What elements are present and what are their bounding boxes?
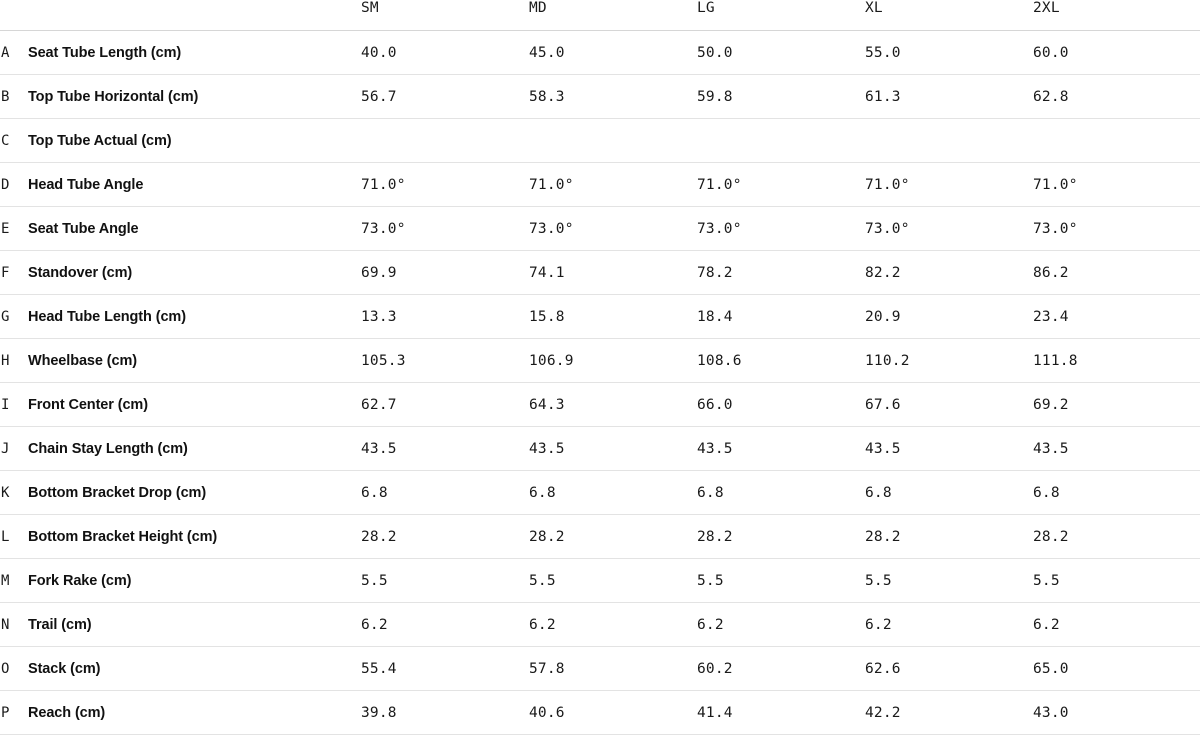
row-value-xl: 67.6 <box>865 396 901 413</box>
table-header <box>0 0 1200 31</box>
row-label: Top Tube Horizontal (cm) <box>28 88 199 105</box>
row-value-xl: 73.0° <box>865 220 910 237</box>
row-value-xl <box>865 119 1033 163</box>
row-value-xl: 6.8 <box>865 484 892 501</box>
row-label: Stack (cm) <box>28 660 101 677</box>
row-letter: M <box>1 572 10 589</box>
table-row <box>0 339 1200 383</box>
row-label: Fork Rake (cm) <box>28 572 132 589</box>
row-value-sm: 28.2 <box>361 528 397 545</box>
row-label: Seat Tube Length (cm) <box>28 44 182 61</box>
table-row <box>0 251 1200 295</box>
row-label: Head Tube Length (cm) <box>28 308 186 325</box>
row-value-2xl: 23.4 <box>1033 308 1069 325</box>
header-size-sm: SM <box>361 0 379 16</box>
row-value-md: 64.3 <box>529 396 565 413</box>
row-value-md: 6.8 <box>529 484 556 501</box>
row-value-lg: 28.2 <box>697 528 733 545</box>
row-label: Chain Stay Length (cm) <box>28 440 188 457</box>
row-label: Reach (cm) <box>28 704 106 721</box>
row-value-2xl: 60.0 <box>1033 44 1069 61</box>
row-value-2xl: 43.5 <box>1033 440 1069 457</box>
table-row <box>0 647 1200 691</box>
row-value-lg: 78.2 <box>697 264 733 281</box>
row-value-sm: 71.0° <box>361 176 406 193</box>
row-value-md: 6.2 <box>529 616 556 633</box>
table-body <box>0 31 1200 735</box>
row-value-sm: 39.8 <box>361 704 397 721</box>
row-value-2xl: 71.0° <box>1033 176 1078 193</box>
row-value-xl: 20.9 <box>865 308 901 325</box>
row-value-md: 106.9 <box>529 352 574 369</box>
table-row <box>0 691 1200 735</box>
row-label: Standover (cm) <box>28 264 133 281</box>
row-letter: F <box>1 264 10 281</box>
row-value-md: 15.8 <box>529 308 565 325</box>
row-value-2xl: 6.8 <box>1033 484 1060 501</box>
row-value-lg: 18.4 <box>697 308 733 325</box>
row-value-lg: 5.5 <box>697 572 724 589</box>
row-label: Top Tube Actual (cm) <box>28 132 172 149</box>
row-value-md: 45.0 <box>529 44 565 61</box>
row-value-md: 57.8 <box>529 660 565 677</box>
header-size-xl: XL <box>865 0 883 16</box>
row-value-lg: 6.2 <box>697 616 724 633</box>
row-label: Front Center (cm) <box>28 396 148 413</box>
row-value-lg <box>697 119 865 163</box>
row-value-sm: 6.8 <box>361 484 388 501</box>
row-value-sm: 40.0 <box>361 44 397 61</box>
row-letter: O <box>1 660 10 677</box>
row-letter: L <box>1 528 10 545</box>
table-row <box>0 31 1200 75</box>
row-value-sm: 43.5 <box>361 440 397 457</box>
row-value-xl: 6.2 <box>865 616 892 633</box>
row-value-lg: 43.5 <box>697 440 733 457</box>
row-letter: G <box>1 308 10 325</box>
table-row <box>0 295 1200 339</box>
row-letter: K <box>1 484 10 501</box>
row-letter: P <box>1 704 10 721</box>
row-letter: B <box>1 88 10 105</box>
row-value-md: 28.2 <box>529 528 565 545</box>
row-value-xl: 71.0° <box>865 176 910 193</box>
row-value-2xl: 5.5 <box>1033 572 1060 589</box>
row-value-lg: 50.0 <box>697 44 733 61</box>
table-row <box>0 163 1200 207</box>
row-letter: J <box>1 440 10 457</box>
row-value-xl: 55.0 <box>865 44 901 61</box>
table-row <box>0 383 1200 427</box>
table-row <box>0 119 1200 163</box>
row-value-sm: 56.7 <box>361 88 397 105</box>
row-value-lg: 59.8 <box>697 88 733 105</box>
row-value-sm: 69.9 <box>361 264 397 281</box>
row-value-xl: 43.5 <box>865 440 901 457</box>
row-value-2xl: 111.8 <box>1033 352 1078 369</box>
row-value-md: 5.5 <box>529 572 556 589</box>
row-value-lg: 73.0° <box>697 220 742 237</box>
header-size-2xl: 2XL <box>1033 0 1060 16</box>
row-value-md: 58.3 <box>529 88 565 105</box>
row-value-2xl: 86.2 <box>1033 264 1069 281</box>
row-value-xl: 42.2 <box>865 704 901 721</box>
header-size-lg: LG <box>697 0 715 16</box>
row-value-2xl: 65.0 <box>1033 660 1069 677</box>
row-value-2xl: 73.0° <box>1033 220 1078 237</box>
row-value-2xl: 69.2 <box>1033 396 1069 413</box>
table-row <box>0 603 1200 647</box>
row-letter: H <box>1 352 10 369</box>
row-value-sm: 13.3 <box>361 308 397 325</box>
row-value-xl: 82.2 <box>865 264 901 281</box>
row-value-lg: 60.2 <box>697 660 733 677</box>
table-row <box>0 515 1200 559</box>
row-label: Bottom Bracket Height (cm) <box>28 528 218 545</box>
row-value-xl: 62.6 <box>865 660 901 677</box>
row-value-md: 74.1 <box>529 264 565 281</box>
row-value-sm <box>361 119 529 163</box>
row-value-lg: 71.0° <box>697 176 742 193</box>
table-row <box>0 75 1200 119</box>
row-label: Seat Tube Angle <box>28 220 139 237</box>
row-value-xl: 5.5 <box>865 572 892 589</box>
header-label-spacer <box>28 0 361 31</box>
table-row <box>0 559 1200 603</box>
row-value-xl: 61.3 <box>865 88 901 105</box>
row-value-md: 40.6 <box>529 704 565 721</box>
row-value-2xl: 43.0 <box>1033 704 1069 721</box>
row-value-md <box>529 119 697 163</box>
row-value-2xl: 6.2 <box>1033 616 1060 633</box>
row-letter: E <box>1 220 10 237</box>
row-value-sm: 62.7 <box>361 396 397 413</box>
row-value-lg: 108.6 <box>697 352 742 369</box>
row-value-sm: 73.0° <box>361 220 406 237</box>
row-value-2xl: 62.8 <box>1033 88 1069 105</box>
row-letter: I <box>1 396 10 413</box>
row-label: Head Tube Angle <box>28 176 144 193</box>
table-row <box>0 471 1200 515</box>
row-value-md: 43.5 <box>529 440 565 457</box>
table-row <box>0 427 1200 471</box>
row-label: Bottom Bracket Drop (cm) <box>28 484 207 501</box>
row-value-2xl <box>1033 119 1200 163</box>
row-label: Trail (cm) <box>28 616 92 633</box>
row-value-lg: 41.4 <box>697 704 733 721</box>
row-value-lg: 66.0 <box>697 396 733 413</box>
table-row <box>0 207 1200 251</box>
row-letter: N <box>1 616 10 633</box>
row-value-md: 73.0° <box>529 220 574 237</box>
row-value-sm: 6.2 <box>361 616 388 633</box>
row-value-md: 71.0° <box>529 176 574 193</box>
header-size-md: MD <box>529 0 547 16</box>
row-letter: A <box>1 44 10 61</box>
table-header-row <box>0 0 1200 31</box>
row-value-sm: 5.5 <box>361 572 388 589</box>
row-value-sm: 105.3 <box>361 352 406 369</box>
row-value-lg: 6.8 <box>697 484 724 501</box>
row-label: Wheelbase (cm) <box>28 352 137 369</box>
row-value-2xl: 28.2 <box>1033 528 1069 545</box>
row-value-xl: 110.2 <box>865 352 910 369</box>
row-letter: D <box>1 176 10 193</box>
row-letter: C <box>1 132 10 149</box>
header-letter-spacer <box>0 0 28 31</box>
row-value-xl: 28.2 <box>865 528 901 545</box>
row-value-sm: 55.4 <box>361 660 397 677</box>
